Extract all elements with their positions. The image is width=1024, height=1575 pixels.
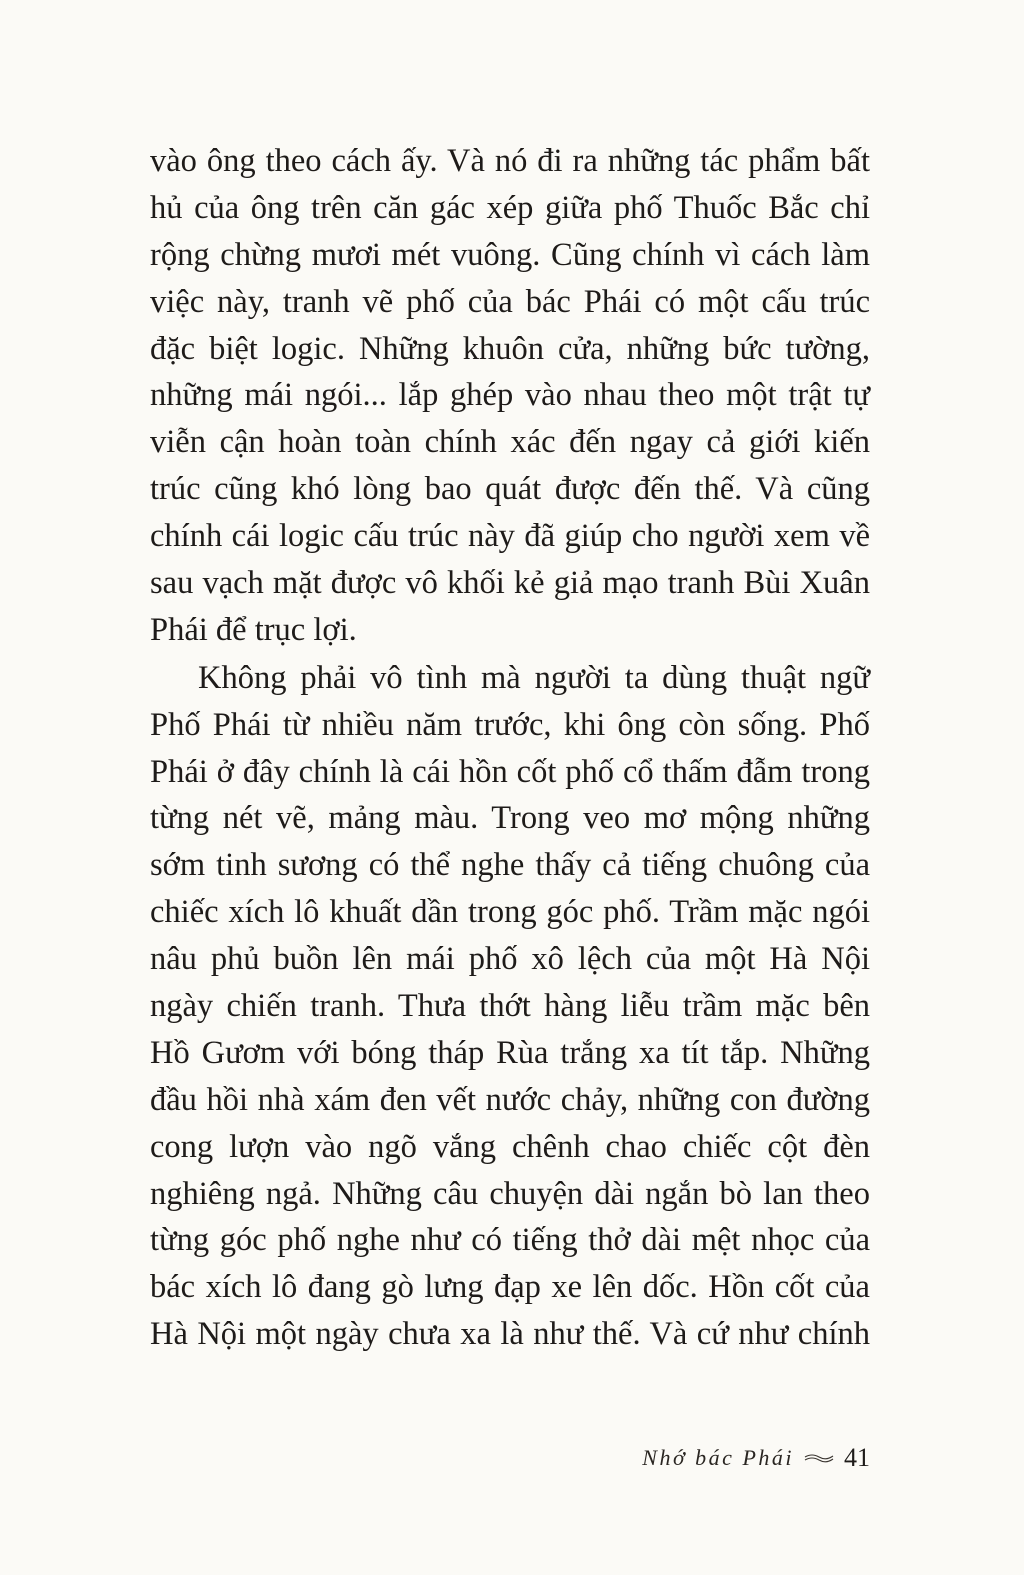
text-line: chính cái logic cấu trúc này đã giúp cho người xem về <box>150 518 870 555</box>
text-line: Phái để trục lợi. <box>150 611 357 648</box>
text-line: nâu phủ buồn lên mái phố xô lệch của một Hà Nội <box>150 941 870 978</box>
wave-dash-ornament-icon <box>804 1451 834 1465</box>
text-line: bác xích lô đang gò lưng đạp xe lên dốc. Hồn cốt của <box>150 1269 870 1306</box>
paragraph-1 <box>150 138 870 654</box>
text-line: Phố Phái từ nhiều năm trước, khi ông còn sống. Phố <box>150 706 870 743</box>
text-line: Phái ở đây chính là cái hồn cốt phố cổ thấm đẫm trong <box>150 753 870 790</box>
text-line: đặc biệt logic. Những khuôn cửa, những bức tường, <box>150 330 870 367</box>
page-footer <box>642 1438 870 1478</box>
text-line: cong lượn vào ngõ vắng chênh chao chiếc cột đèn <box>150 1128 870 1165</box>
text-line: vào ông theo cách ấy. Và nó đi ra những tác phẩm bất <box>150 143 870 179</box>
text-line: nghiêng ngả. Những câu chuyện dài ngắn bò lan theo <box>150 1175 870 1212</box>
text-line: Hà Nội một ngày chưa xa là như thế. Và cứ như chính <box>150 1316 870 1353</box>
text-line: viễn cận hoàn toàn chính xác đến ngay cả giới kiến <box>150 424 870 461</box>
text-line: Hồ Gươm với bóng tháp Rùa trắng xa tít tắp. Những <box>150 1034 870 1071</box>
text-line: từng góc phố nghe như có tiếng thở dài mệt nhọc của <box>150 1222 870 1259</box>
page-number: 41 <box>844 1443 870 1472</box>
text-line: sau vạch mặt được vô khối kẻ giả mạo tranh Bùi Xuân <box>150 565 870 602</box>
text-line: việc này, tranh vẽ phố của bác Phái có một cấu trúc <box>150 283 870 320</box>
text-line: chiếc xích lô khuất dần trong góc phố. Trầm mặc ngói <box>150 894 870 931</box>
text-line: ngày chiến tranh. Thưa thớt hàng liễu trầm mặc bên <box>150 988 870 1025</box>
text-line: trúc cũng khó lòng bao quát được đến thế. Và cũng <box>150 471 870 508</box>
text-line: hủ của ông trên căn gác xép giữa phố Thuốc Bắc chỉ <box>150 189 870 226</box>
text-line: sớm tinh sương có thể nghe thấy cả tiếng chuông của <box>150 847 870 884</box>
body-text <box>150 138 870 1358</box>
paragraph-2 <box>150 655 870 1358</box>
text-line: rộng chừng mươi mét vuông. Cũng chính vì cách làm <box>150 236 870 273</box>
text-line: từng nét vẽ, mảng màu. Trong veo mơ mộng những <box>150 800 870 837</box>
text-line: những mái ngói... lắp ghép vào nhau theo một trật tự <box>150 377 870 414</box>
text-line: Không phải vô tình mà người ta dùng thuật ngữ <box>198 659 870 696</box>
text-line: đầu hồi nhà xám đen vết nước chảy, những con đường <box>150 1081 870 1118</box>
running-title: Nhớ bác Phái <box>642 1445 794 1470</box>
